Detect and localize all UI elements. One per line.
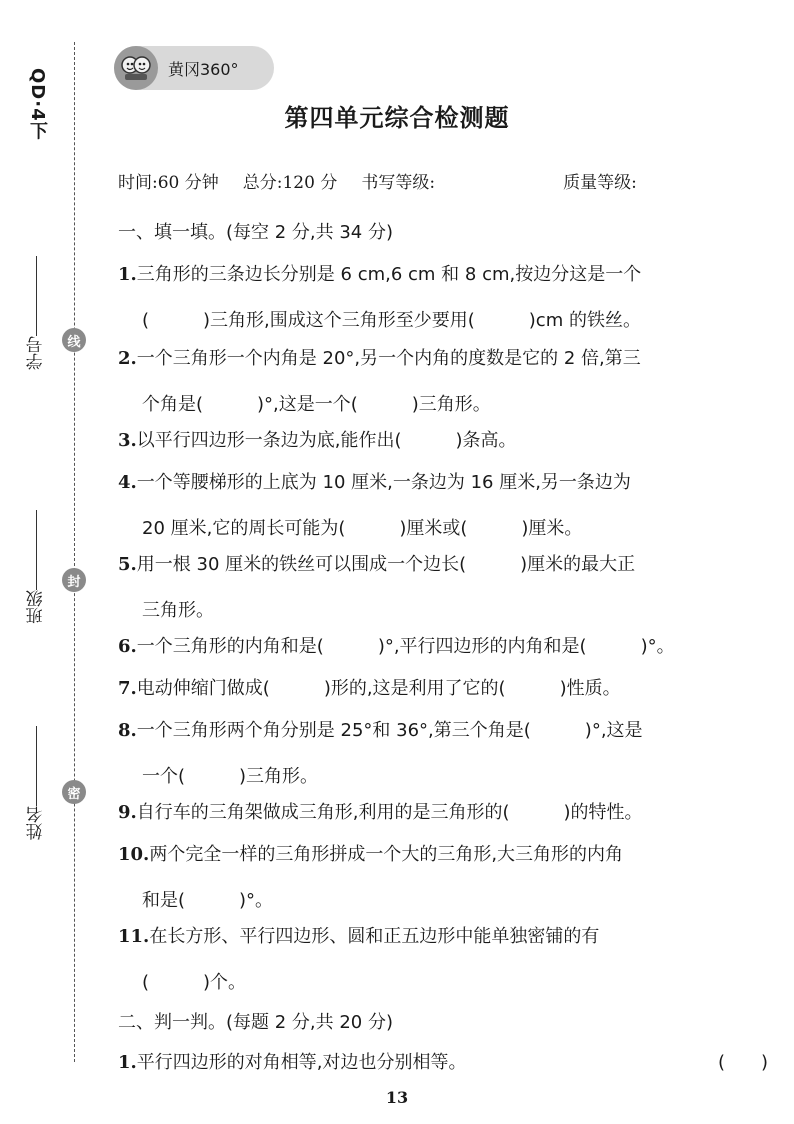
page-title: 第四单元综合检测题 [284,104,510,132]
section-1-heading: 一、填一填。(每空 2 分,共 34 分) [118,222,394,243]
question-number: 2. [118,348,137,369]
brand-text: 黄冈360° [168,59,239,79]
question-number: 3. [118,430,137,451]
question-text: 一个三角形一个内角是 20°,另一个内角的度数是它的 2 倍,第三 [136,348,641,369]
seal-mi: 密 [62,780,86,804]
question-number: 5. [118,554,137,575]
question-number: 8. [118,720,137,741]
question-2-1 [118,1040,770,1086]
question-text-cont: 和是( )°。 [142,890,274,911]
quality-grade: 质量等级: [563,173,637,193]
student-id-label: 学号 [26,336,47,370]
question-number: 1. [118,1052,137,1073]
question-number: 1. [118,264,137,285]
student-id-line [35,256,37,336]
brand-badge [114,46,274,90]
question-text: 一个等腰梯形的上底为 10 厘米,一条边为 16 厘米,另一条边为 [136,472,631,493]
question-1-9 [118,790,770,836]
question-number: 6. [118,636,137,657]
question-1-6 [118,624,770,670]
brand-logo-icon [114,46,158,90]
question-text: 两个完全一样的三角形拼成一个大的三角形,大三角形的内角 [149,844,624,865]
question-text: 平行四边形的对角相等,对边也分别相等。 [136,1052,467,1073]
question-1-1 [118,252,770,344]
binding-margin [0,0,100,1124]
question-number: 9. [118,802,137,823]
cut-line [74,42,75,1062]
question-number: 10. [118,844,150,865]
question-text: 一个三角形两个角分别是 25°和 36°,第三个角是( )°,这是 [136,720,643,741]
question-1-4 [118,460,770,552]
question-text-cont: 个角是( )°,这是一个( )三角形。 [142,394,491,415]
class-label: 班级 [26,590,47,624]
exam-meta [118,168,661,193]
question-1-8 [118,708,770,800]
section-2-heading: 二、判一判。(每题 2 分,共 20 分) [118,1012,394,1033]
writing-grade: 书写等级: [361,173,436,193]
score-info: 总分:120 分 [242,173,338,193]
class-line [35,510,37,590]
question-text-cont: 三角形。 [142,600,214,621]
question-text: 以平行四边形一条边为底,能作出( )条高。 [136,430,517,451]
question-text: 在长方形、平行四边形、圆和正五边形中能单独密铺的有 [149,926,600,947]
seal-feng: 封 [62,568,86,592]
question-1-5 [118,542,770,634]
question-1-3 [118,418,770,464]
question-text-cont: 20 厘米,它的周长可能为( )厘米或( )厘米。 [142,518,583,539]
question-1-7 [118,666,770,712]
question-1-11 [118,914,770,1006]
name-field[interactable] [18,690,54,840]
time-info: 时间:60 分钟 [118,173,219,193]
class-field[interactable] [18,478,54,624]
question-text: 自行车的三角架做成三角形,利用的是三角形的( )的特性。 [136,802,643,823]
seal-xian: 线 [62,328,86,352]
name-line [35,726,37,806]
question-text-cont: ( )三角形,围成这个三角形至少要用( )cm 的铁丝。 [142,310,641,331]
answer-parentheses[interactable]: ( ) [717,1052,768,1073]
page-number: 13 [385,1088,409,1107]
question-text: 用一根 30 厘米的铁丝可以围成一个边长( )厘米的最大正 [136,554,636,575]
edition-label: QD·4下 [27,67,48,141]
question-1-10 [118,832,770,924]
question-text: 三角形的三条边长分别是 6 cm,6 cm 和 8 cm,按边分这是一个 [136,264,642,285]
question-1-2 [118,336,770,428]
student-id-field[interactable] [18,240,54,370]
name-label: 姓名 [26,806,47,840]
question-number: 11. [118,926,150,947]
question-text: 一个三角形的内角和是( )°,平行四边形的内角和是( )°。 [136,636,675,657]
question-number: 4. [118,472,137,493]
question-text-cont: 一个( )三角形。 [142,766,319,787]
question-text: 电动伸缩门做成( )形的,这是利用了它的( )性质。 [136,678,621,699]
question-text-cont: ( )个。 [142,972,247,993]
question-number: 7. [118,678,137,699]
